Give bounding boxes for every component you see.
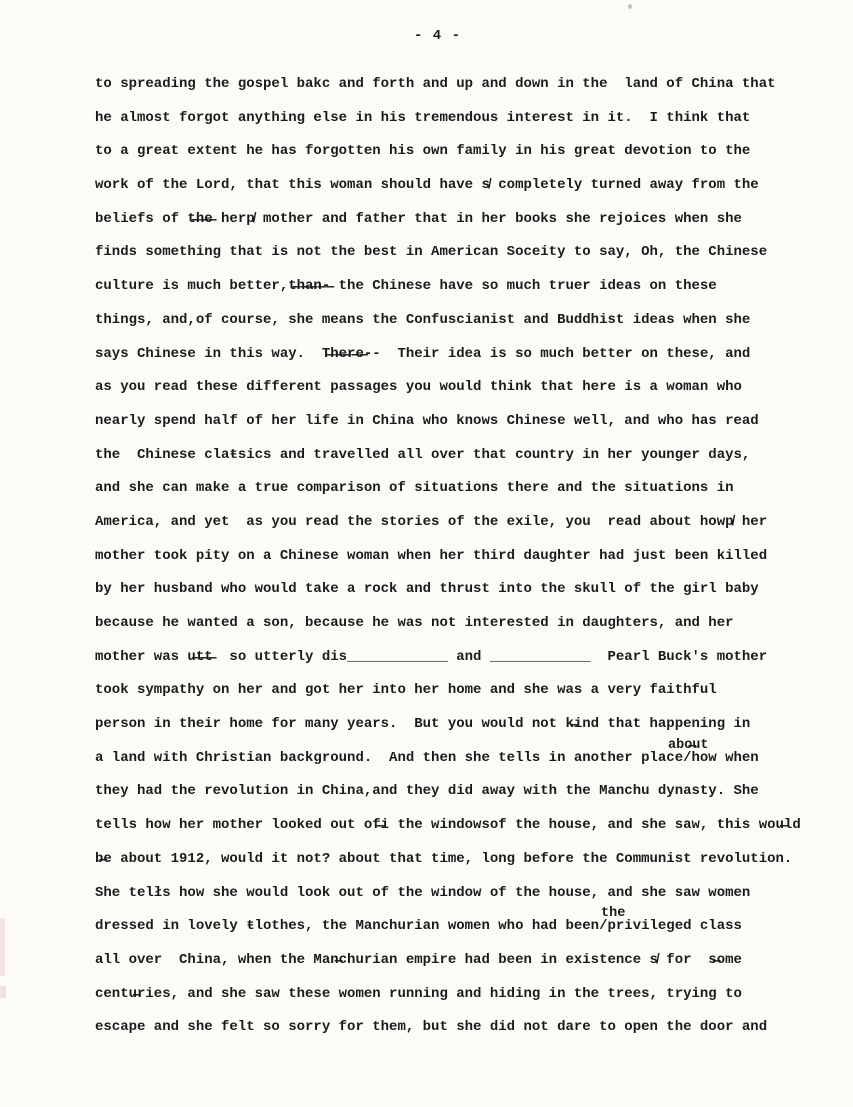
text-line: person in their home for many years. But you would not k̶ind that happening in bbox=[95, 716, 751, 733]
text-line: mother took pity on a Chinese woman when her third daughter had just been killed bbox=[95, 547, 768, 564]
text-line: beliefs of t̶h̶e̶ herp̸ mother and father that in her books she rejoices when she bbox=[95, 210, 742, 227]
text-line: tells how her mother looked out of̶i the windowsof the house, and she saw, this wou̶ld bbox=[95, 817, 801, 834]
text-line: centu̶ries, and she saw these women running and hiding in the trees, trying to bbox=[95, 985, 742, 1002]
text-line: culture is much better,t̶h̶a̶n̶-̶ the Chinese have so much truer ideas on these bbox=[95, 278, 717, 295]
text-line: mother was u̶t̶t̶ so utterly dis____________ and ____________ Pearl Buck's mother bbox=[95, 648, 768, 665]
text-line: dressed in lovely ŧlothes, the Manchurian women who had been/privileged class bbox=[95, 918, 742, 935]
text-line: She telłs how she would look out of the window of the house, and she saw women bbox=[95, 884, 751, 901]
text-line: as you read these different passages you would think that here is a woman who bbox=[95, 379, 742, 396]
text-line: because he wanted a son, because he was not interested in daughters, and her bbox=[95, 615, 734, 631]
scan-edge-artifact bbox=[0, 918, 5, 976]
inserted-word-the: the bbox=[601, 906, 626, 921]
text-line: escape and she felt so sorry for them, but she did not dare to open the door and bbox=[95, 1019, 768, 1036]
text-line: nearly spend half of her life in China who knows Chinese well, and who has read bbox=[95, 412, 759, 429]
text-line: b̶e about 1912, would it not? about that time, long before the Communist revolution. bbox=[95, 850, 793, 867]
inserted-word-about: abo̶ut bbox=[668, 738, 709, 753]
typewritten-body bbox=[95, 68, 815, 1045]
text-line: America, and yet as you read the stories of the exile, you read about howp̸ her bbox=[95, 513, 768, 530]
text-line: and she can make a true comparison of situations there and the situations in bbox=[95, 480, 734, 497]
scan-speck-artifact bbox=[628, 4, 632, 9]
text-line: the Chinese claŧsics and travelled all over that country in her younger days, bbox=[95, 446, 751, 463]
text-line: took sympathy on her and got her into her home and she was a very faithful bbox=[95, 682, 717, 699]
text-line: finds something that is not the best in American Soceity to say, Oh, the Chinese bbox=[95, 244, 768, 261]
text-line: things, and,of course, she means the Confuscianist and Buddhist ideas when she bbox=[95, 311, 751, 328]
page-number: - 4 - bbox=[414, 28, 462, 44]
text-line: he almost forgot anything else in his tremendous interest in it. I think that bbox=[95, 109, 751, 126]
text-line: they had the revolution in China,and they did away with the Manchu dynasty. She bbox=[95, 783, 759, 800]
text-line: all over China, when the Man̶churian empire had been in existence s̸ for s̶ome bbox=[95, 951, 742, 968]
text-line: to spreading the gospel bakc and forth and up and down in the land of China that bbox=[95, 76, 776, 92]
text-line: to a great extent he has forgotten his own family in his great devotion to the bbox=[95, 143, 751, 160]
text-line: work of the Lord, that this woman should have s̸ completely turned away from the bbox=[95, 177, 759, 194]
text-line: a land with Christian background. And then she tells in another place/how when bbox=[95, 749, 759, 766]
text-line: says Chinese in this way. T̶h̶e̶r̶e̶-- Their idea is so much better on these, and bbox=[95, 345, 751, 362]
scan-edge-artifact bbox=[0, 986, 6, 998]
text-line: by her husband who would take a rock and thrust into the skull of the girl baby bbox=[95, 581, 759, 598]
